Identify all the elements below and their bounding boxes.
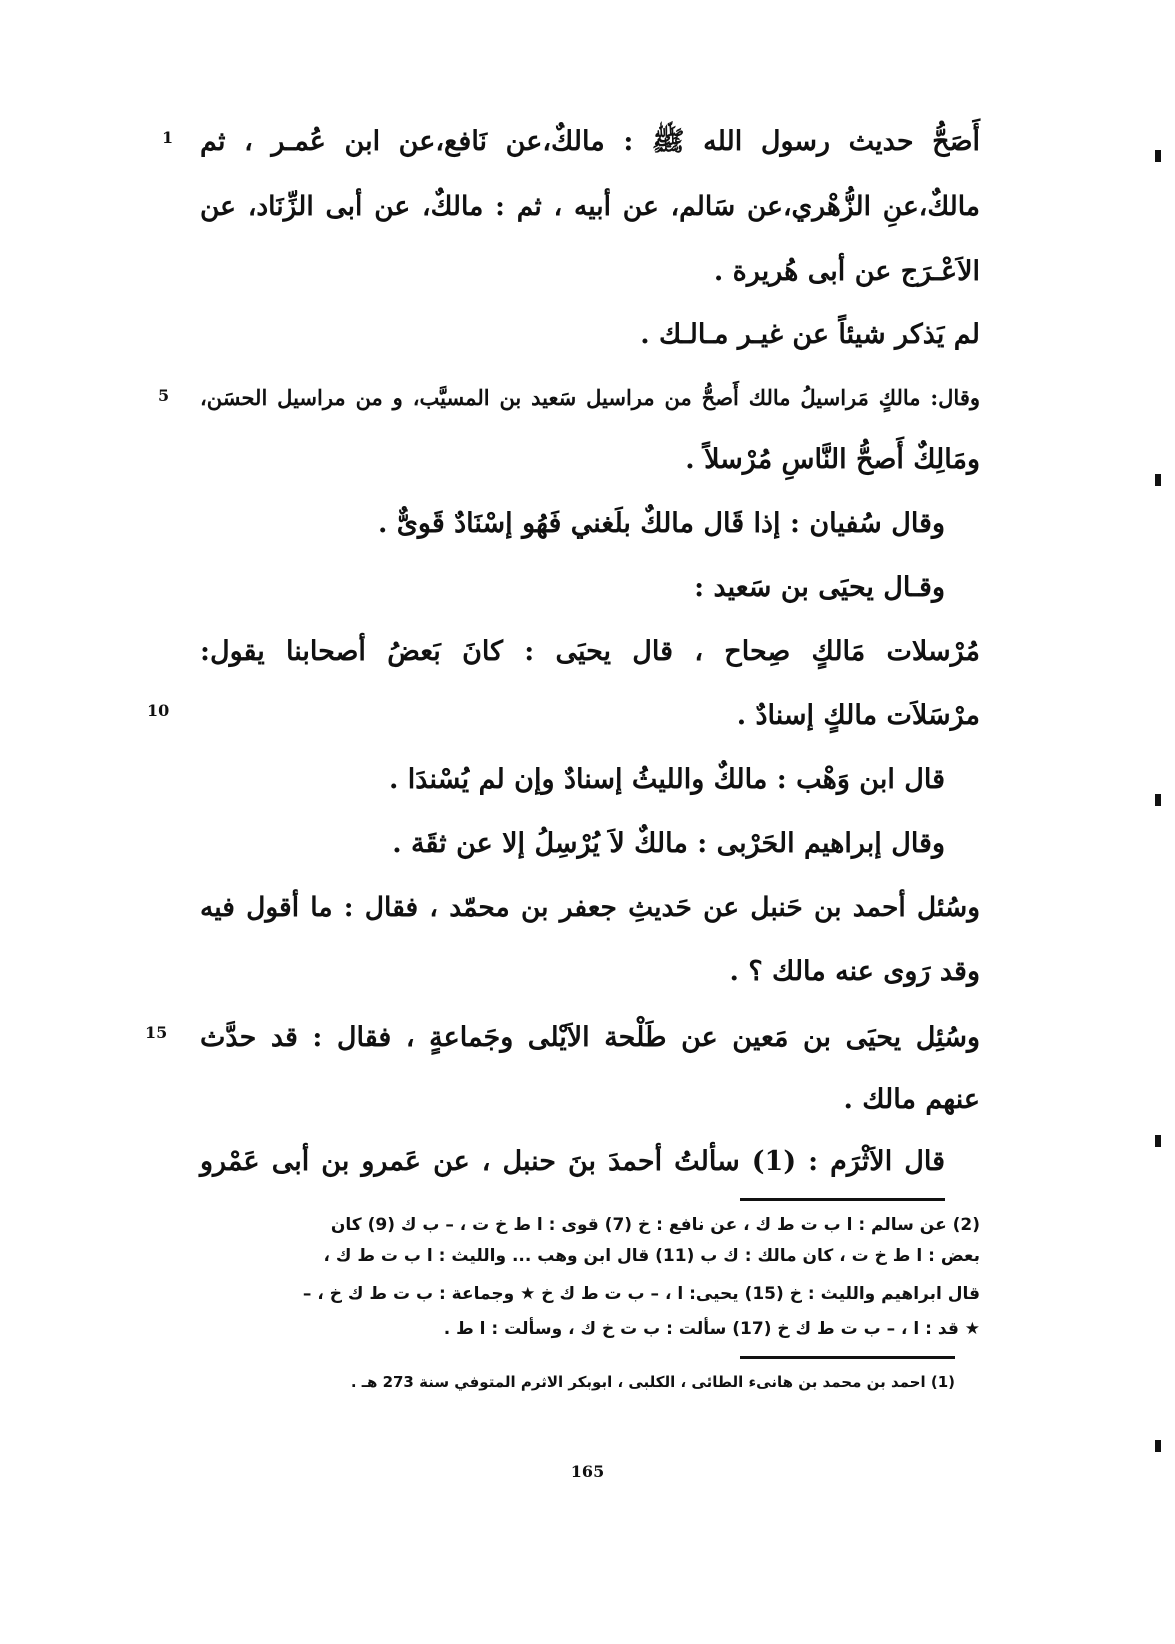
apparatus-line-3: قال ابراهيم والليث : خ (15) يحيى: ا ، – ب ت ط ك خ ★ وجماعة : ب ت ط ك خ ، –: [302, 1284, 980, 1304]
apparatus-rule: [740, 1198, 945, 1201]
body-line-10: مرْسَلاَت مالكٍ إسنادٌ .: [736, 700, 980, 731]
body-line-2: مالكٌ،عنِ الزُّهْري،عن سَالم، عن أبيه ، ثم : مالكٌ، عن أبى الزِّنَاد، عن: [200, 191, 980, 222]
body-line-8: وقـال يحيَى بن سَعيد :: [694, 572, 945, 603]
margin-mark: [1155, 1135, 1161, 1147]
body-line-16: عنهم مالك .: [843, 1084, 980, 1115]
line-number-10: 10: [147, 701, 170, 720]
body-line-14: وقد رَوى عنه مالك ؟ .: [729, 956, 980, 987]
body-line-7: وقال سُفيان : إذا قَال مالكٌ بلَغني فَهُو إسْنَادٌ قَوىٌّ .: [377, 508, 945, 539]
body-line-13: وسُئل أحمد بن حَنبل عن حَديثِ جعفر بن محمّد ، فقال : ما أقول فيه: [200, 892, 980, 923]
body-line-17: قال الاَثْرَم : (1) سألتُ أحمدَ بنَ حنبل ، عن عَمرو بن أبى عَمْرو: [200, 1146, 945, 1177]
apparatus-line-2: بعض : ا ط خ ت ، كان مالك : ك ب (11) قال ابن وهب ... والليث : ا ب ت ط ك ،: [323, 1246, 980, 1266]
body-line-5: وقال: مالكٍ مَراسيلُ مالك أَصحُّ من مراسيل سَعيد بن المسيَّب، و من مراسيل الحسَن،: [200, 385, 980, 410]
margin-mark: [1155, 794, 1161, 806]
page-number: 165: [570, 1462, 605, 1481]
line-number-15: 15: [145, 1023, 168, 1042]
apparatus-line-4: ★ قد : ا ، – ب ت ط ك خ (17) سألت : ب ت خ ك ، وسألت : ا ط .: [443, 1319, 980, 1339]
margin-mark: [1155, 474, 1161, 486]
apparatus-line-1: (2) عن سالم : ا ب ت ط ك ، عن نافع : خ (7) قوى : ا ط خ ت ، – ب ك (9) كان: [330, 1215, 980, 1235]
body-line-6: ومَالِكٌ أَصحُّ النَّاسِ مُرْسلاً .: [685, 444, 980, 475]
line-number-1: 1: [162, 128, 174, 147]
body-line-9: مُرْسلات مَالكٍ صِحاح ، قال يحيَى : كانَ بَعضُ أصحابنا يقول:: [200, 636, 980, 667]
margin-mark: [1155, 1440, 1161, 1452]
body-line-3: الاَعْـرَج عن أبى هُريرة .: [713, 256, 980, 287]
body-line-4: لم يَذكر شيئاً عن غيـر مـالـك .: [640, 319, 980, 350]
margin-mark: [1155, 150, 1161, 162]
line-number-5: 5: [158, 386, 170, 405]
body-line-1: أَصَحُّ حديث رسول الله ﷺ : مالكٌ،عن نَافع،عن ابن عُمـر ، ثم: [200, 126, 980, 157]
footnote: (1) احمد بن محمد بن هانىء الطائى ، الكلبى ، ابوبكر الاثرم المتوفي سنة 273 هـ .: [350, 1373, 955, 1391]
body-line-11: قال ابن وَهْب : مالكٌ والليثُ إسنادٌ وإن لم يُسْندَا .: [388, 764, 945, 795]
body-line-15: وسُئِل يحيَى بن مَعين عن طَلْحة الاَيْلى وجَماعةٍ ، فقال : قد حدَّث: [200, 1022, 980, 1053]
body-line-12: وقال إبراهيم الحَرْبى : مالكٌ لاَ يُرْسِلُ إلا عن ثقَة .: [392, 828, 945, 859]
footnote-rule: [740, 1356, 955, 1359]
